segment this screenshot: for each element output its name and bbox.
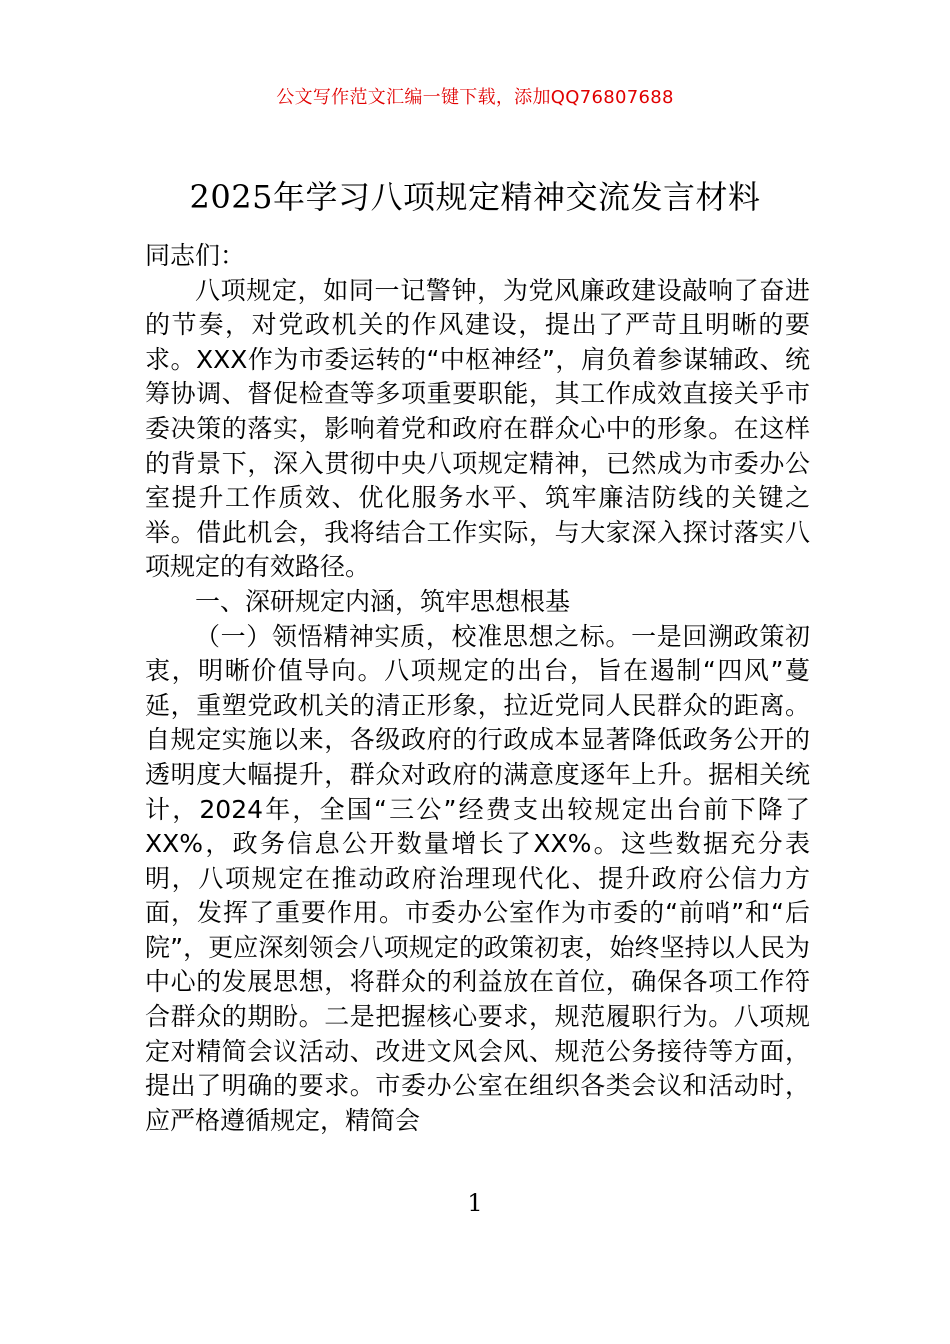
download-notice: 公文写作范文汇编一键下载，添加QQ76807688 [276,87,674,108]
paragraph-intro: 八项规定，如同一记警钟，为党风廉政建设敲响了奋进的节奏，对党政机关的作风建设，提出了严苛且明晰的要求。XXX作为市委运转的“中枢神经”，肩负着参谋辅政、统筹协调、督促检查等多项重要职能，其工作成效直接关乎市委决策的落实，影响着党和政府在群众心中的形象。在这样的背景下，深入贯彻中央八项规定精神，已然成为市委办公室提升工作质效、优化服务水平、筑牢廉洁防线的关键之举。借此机会，我将结合工作实际，与大家深入探讨落实八项规定的有效路径。 [145,275,810,582]
salutation: 同志们： [145,241,246,270]
section-heading: 一、深研规定内涵，筑牢思想根基 [195,586,571,616]
document-body [145,239,810,1138]
page-number: 1 [467,1189,483,1217]
paragraph-section-1: （一）领悟精神实质，校准思想之标。一是回溯政策初衷，明晰价值导向。八项规定的出台，旨在遏制“四风”蔓延，重塑党政机关的清正形象，拉近党同人民群众的距离。自规定实施以来，各级政府的行政成本显著降低政务公开的透明度大幅提升，群众对政府的满意度逐年上升。据相关统计，2024年，全国“三公”经费支出较规定出台前下降了XX%，政务信息公开数量增长了XX%。这些数据充分表明，八项规定在推动政府治理现代化、提升政府公信力方面，发挥了重要作用。市委办公室作为市委的“前哨”和“后院”，更应深刻领会八项规定的政策初衷，始终坚持以人民为中心的发展思想，将群众的利益放在首位，确保各项工作符合群众的期盼。二是把握核心要求，规范履职行为。八项规定对精简会议活动、改进文风会风、规范公务接待等方面，提出了明确的要求。市委办公室在组织各类会议和活动时，应严格遵循规定，精简会 [145,621,810,1135]
document-title: 2025年学习八项规定精神交流发言材料 [189,178,761,216]
